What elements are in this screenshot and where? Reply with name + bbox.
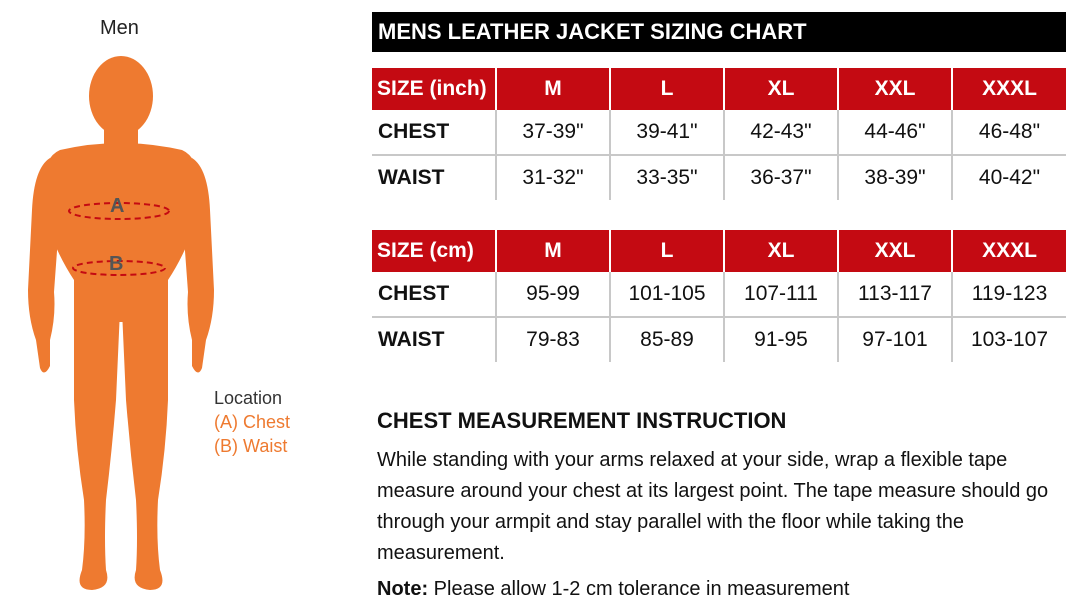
- table-cell: 103-107: [970, 328, 1049, 351]
- marker-b-label: B: [109, 253, 124, 275]
- table-cell: 107-111: [724, 272, 838, 317]
- instruction-text: While standing with your arms relaxed at your side, wrap a flexible tape measure around your chest at its largest point. The tape measure should go through your armpit and stay parallel with the floor while taking the measurement.: [377, 449, 1049, 564]
- table-row: [372, 110, 1066, 155]
- location-title: Location: [214, 388, 283, 408]
- cm-size-xxl: XXL: [838, 230, 952, 272]
- inch-header-row: [372, 68, 1066, 110]
- inch-waist-label: WAIST: [372, 155, 496, 200]
- inch-chest-label: CHEST: [372, 110, 496, 155]
- gender-label: Men: [100, 17, 139, 39]
- table-row: [372, 317, 1066, 362]
- table-cell: 40-42": [978, 166, 1041, 189]
- location-legend: [214, 386, 290, 458]
- table-cell: 79-83: [496, 317, 610, 362]
- note-text: Please allow 1-2 cm tolerance in measurement: [428, 578, 850, 600]
- inch-size-xxl: XXL: [838, 68, 952, 110]
- human-silhouette-icon: [0, 0, 340, 614]
- table-cell: 33-35": [610, 155, 724, 200]
- inch-size-xl: XL: [724, 68, 838, 110]
- table-cell: 95-99: [496, 272, 610, 317]
- cm-waist-label: WAIST: [372, 317, 496, 362]
- inch-size-table: [372, 68, 1066, 200]
- table-cell: 97-101: [838, 317, 952, 362]
- table-row: [372, 272, 1066, 317]
- table-cell: 85-89: [610, 317, 724, 362]
- table-cell: 46-48": [952, 110, 1066, 155]
- inch-header-label: SIZE (inch): [372, 68, 496, 110]
- location-chest: (A) Chest: [214, 412, 291, 432]
- table-cell: 44-46": [838, 110, 952, 155]
- inch-size-m: M: [496, 68, 610, 110]
- instruction-heading: CHEST MEASUREMENT INSTRUCTION: [377, 408, 787, 433]
- table-cell: 37-39": [496, 110, 610, 155]
- table-cell: 36-37": [724, 155, 838, 200]
- cm-size-l: L: [610, 230, 724, 272]
- chart-title: MENS LEATHER JACKET SIZING CHART: [372, 12, 1066, 52]
- table-cell: 42-43": [724, 110, 838, 155]
- table-cell: 119-123: [952, 272, 1066, 317]
- cm-chest-label: CHEST: [372, 272, 496, 317]
- cm-size-xl: XL: [724, 230, 838, 272]
- table-cell: 39-41": [610, 110, 724, 155]
- body-figure-panel: [0, 0, 340, 614]
- cm-size-table: [372, 230, 1066, 362]
- tolerance-note: [377, 578, 849, 601]
- table-row: [372, 155, 1066, 200]
- table-cell: 101-105: [610, 272, 724, 317]
- table-cell: 38-39": [838, 155, 952, 200]
- table-cell: 31-32": [496, 155, 610, 200]
- cm-header-row: [372, 230, 1066, 272]
- marker-a-label: A: [110, 195, 125, 217]
- cm-size-xxxl: XXXL: [952, 230, 1066, 272]
- inch-size-l: L: [610, 68, 724, 110]
- table-cell: 91-95: [724, 317, 838, 362]
- location-waist: (B) Waist: [214, 436, 288, 456]
- table-cell: 113-117: [838, 272, 952, 317]
- cm-header-label: SIZE (cm): [372, 230, 496, 272]
- cm-size-m: M: [496, 230, 610, 272]
- note-label: Note:: [377, 578, 429, 600]
- inch-size-xxxl: XXXL: [952, 68, 1066, 110]
